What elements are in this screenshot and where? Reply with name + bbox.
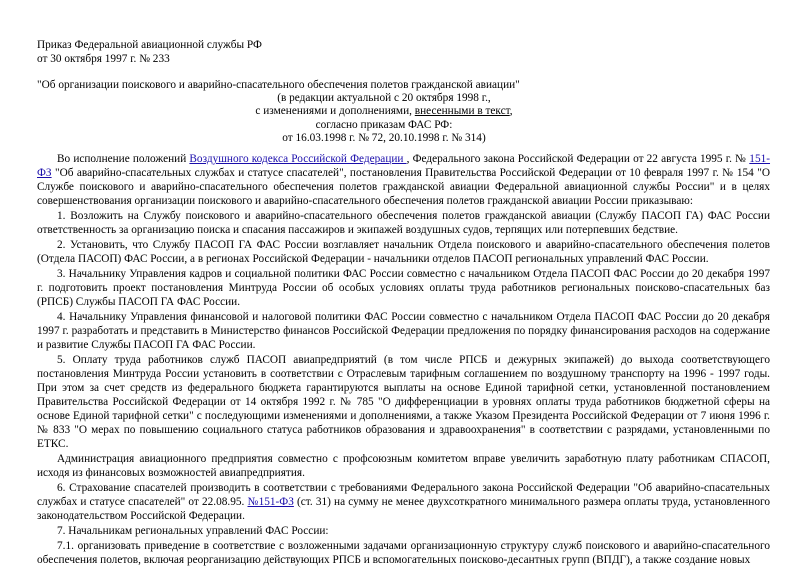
paragraph-3: 3. Начальнику Управления кадров и социальной политики ФАС России совместно с начальником Отдела ПАСОП ФАС России до 20 декабря 1997 г. подготовить проект постановления Минтруда России об особых условиях оплаты труда работников региональных поисково-спасательных баз (РПСБ) Службы ПАСОП ГА ФАС России. <box>37 268 770 308</box>
paragraph-2: 2. Установить, что Службу ПАСОП ГА ФАС России возглавляет начальник Отдела поискового и аварийно-спасательного обеспечения полетов (Отдела ПАСОП) ФАС России, а в регионах Российской Федерации - начальники отделов ПАСОП региональных управлений ФАС России. <box>37 239 770 265</box>
preamble-paragraph <box>37 152 770 208</box>
paragraph-7: 7. Начальникам региональных управлений ФАС России: <box>57 525 329 537</box>
law-151-fz-link-2[interactable]: №151-ФЗ <box>247 496 294 508</box>
edition-orders-list: от 16.03.1998 г. № 72, 20.10.1998 г. № 314) <box>282 132 486 144</box>
edition-orders-intro: согласно приказам ФАС РФ: <box>315 119 453 131</box>
edition-changes <box>64 104 704 118</box>
amendments-link[interactable]: внесенными в текст <box>414 105 510 117</box>
paragraph-5: 5. Оплату труда работников служб ПАСОП авиапредприятий (в том числе РПСБ и дежурных экипажей) до выхода соответствующего постановления Минтруда России установить в соответствии с Отраслевым тарифным соглашением по воздушному транспорту на 1996 - 1997 годы. При этом за счет средств из федерального бюджета гарантируются выплаты на основе Единой тарифной сетки, установленной постановлением Правительства Российской Федерации от 14 октября 1992 г. № 785 "О дифференциации в уровнях оплаты труда работников бюджетной сферы на основе Единой тарифной сетки" с последующими изменениями и дополнениями, а также Указом Президента Российской Федерации от 7 июня 1996 г. № 833 "О мерах по повышению социального статуса работников образования и здравоохранения" в соответствии с разрядами, установленными по ЕТКС. <box>37 354 770 450</box>
air-code-link[interactable]: Воздушного кодекса Российской Федерации <box>189 153 407 165</box>
edition-changes-prefix: с изменениями и дополнениями, <box>255 105 415 117</box>
order-header-date: от 30 октября 1997 г. № 233 <box>37 53 170 65</box>
order-body <box>37 152 770 567</box>
order-header-issuer: Приказ Федеральной авиационной службы РФ <box>37 39 262 51</box>
paragraph-1: 1. Возложить на Службу поискового и аварийно-спасательного обеспечения полетов гражданской авиации (Службу ПАСОП ГА) ФАС России ответственность за организацию поиска и спасания пассажиров и экипажей воздушных судов, терпящих или потерпевших бедствие. <box>37 210 770 236</box>
order-title: "Об организации поискового и аварийно-спасательного обеспечения полетов гражданской авиации" <box>37 79 520 91</box>
paragraph-4: 4. Начальнику Управления финансовой и налоговой политики ФАС России совместно с начальником Отдела ПАСОП ФАС России до 20 декабря 1997 г. разработать и представить в Министерство финансов Российской Федерации предложения по порядку финансирования расходов на содержание и развитие Службы ПАСОП ГА ФАС России. <box>37 311 770 351</box>
law-151-fz-link[interactable]: 151-ФЗ <box>37 153 771 179</box>
paragraph-6-text-b: (ст. 31) на сумму не менее двухсоткратного минимального размера оплаты труда, установленного законодательством Российской Федерации. <box>37 496 770 522</box>
paragraph-6 <box>37 481 770 523</box>
paragraph-6-text-a: 6. Страхование спасателей производить в соответствии с требованиями Федерального закона Российской Федерации "Об аварийно-спасательных службах и статусе спасателей" от 22.08.95. <box>37 482 770 508</box>
edition-note: (в редакции актуальной с 20 октября 1998 г., <box>277 92 491 104</box>
paragraph-5-administration: Администрация авиационного предприятия совместно с профсоюзным комитетом вправе увеличить заработную плату работникам СПАСОП, исходя из финансовых возможностей авиапредприятия. <box>37 453 770 479</box>
preamble-text-c: "Об аварийно-спасательных службах и статусе спасателей", постановления Правительства Российской Федерации от 10 февраля 1997 г. № 154 "О Службе поискового и аварийно-спасательного обеспечения полетов гражданской авиации Федеральной авиационной службы России" и в целях совершенствования организации поискового и аварийно-спасательного обеспечения полетов гражданской авиации России приказываю: <box>37 167 770 207</box>
preamble-text-b: , Федерального закона Российской Федерации от 22 августа 1995 г. № <box>406 153 750 165</box>
paragraph-7-1: 7.1. организовать приведение в соответствие с возложенными задачами организационную структуру служб поискового и аварийно-спасательного обеспечения полетов, включая реорганизацию действующих РПСБ и вспомогательных поисково-десантных групп (ВПДГ), а также создание новых <box>37 540 770 566</box>
preamble-text-a: Во исполнение положений <box>57 153 190 165</box>
edition-changes-suffix: , <box>509 105 513 117</box>
